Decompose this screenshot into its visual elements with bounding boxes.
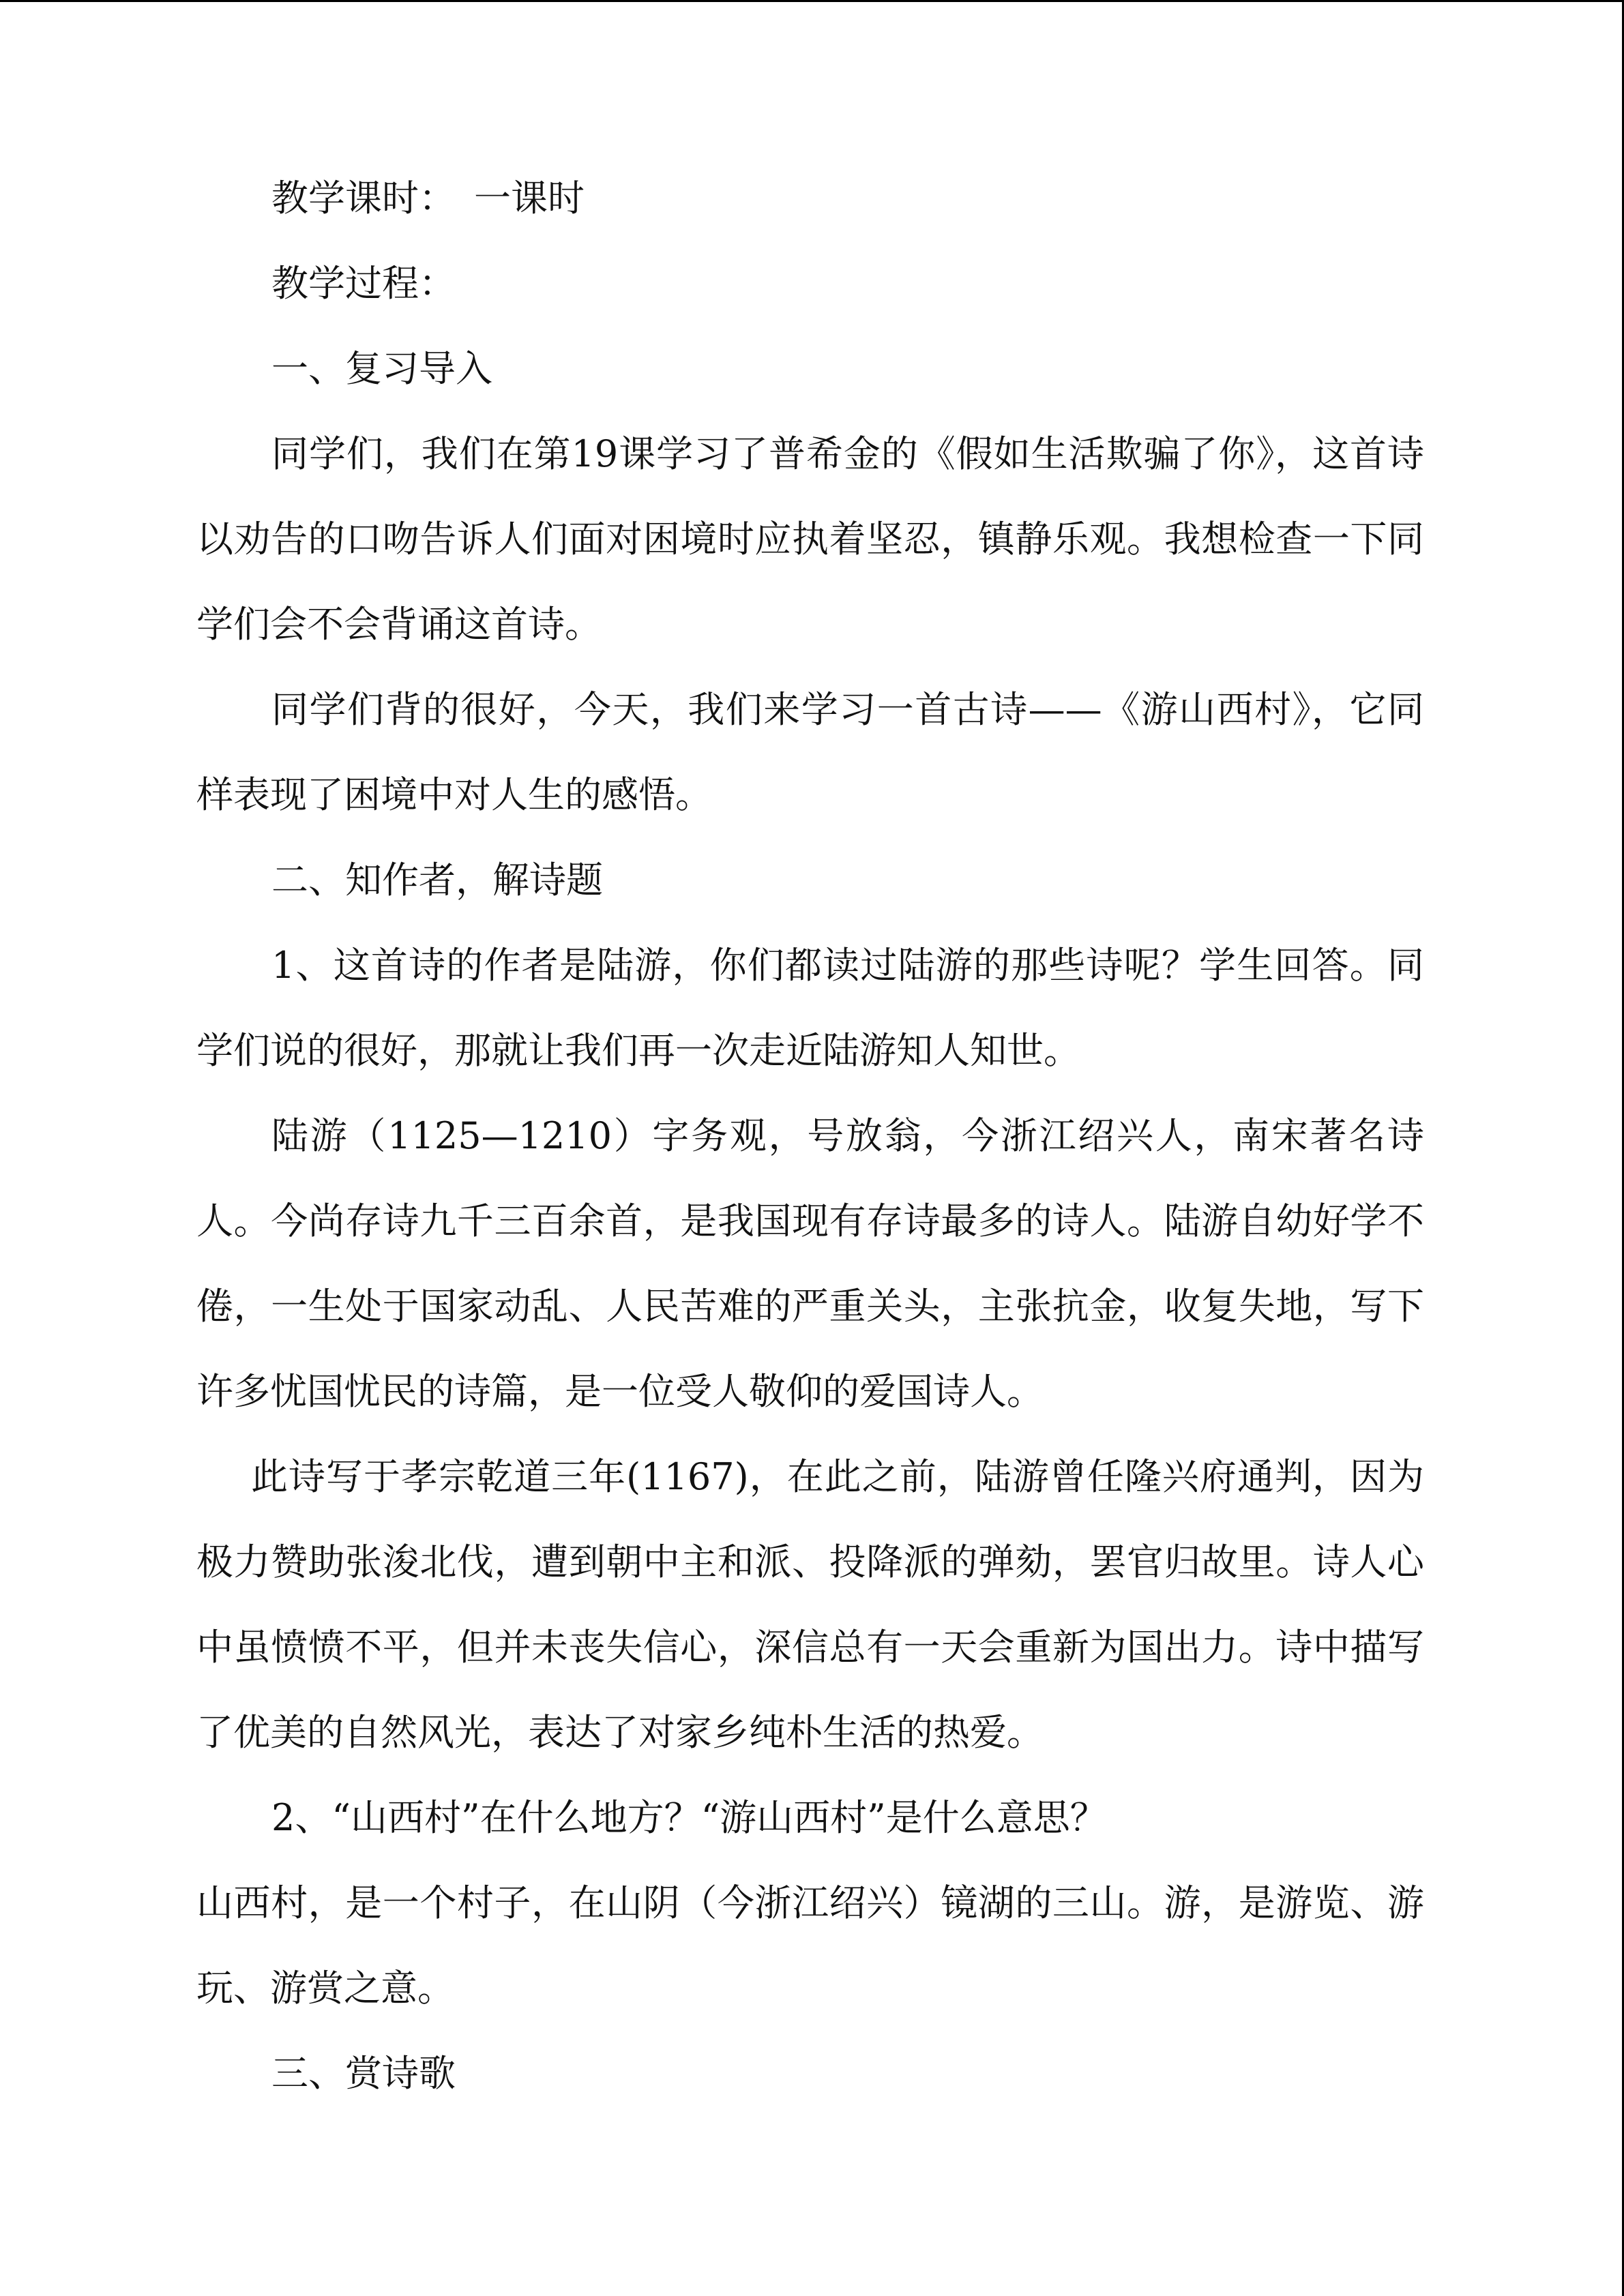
document-body [196,155,1424,2116]
paragraph-review-intro: 同学们，我们在第19课学习了普希金的《假如生活欺骗了你》，这首诗以劝告的口吻告诉人们面对困境时应执着坚忍，镇静乐观。我想检查一下同学们会不会背诵这首诗。 [196,432,1424,646]
paragraph-title-question: 2、“山西村”在什么地方？“游山西村”是什么意思？ [271,1796,1107,1839]
paragraph-poem-background: 此诗写于孝宗乾道三年(1167)，在此之前，陆游曾任隆兴府通判，因为极力赞助张浚北伐，遭到朝中主和派、投降派的弹劾，罢官归故里。诗人心中虽愤愤不平，但并未丧失信心，深信总有一天会重新为国出力。诗中描写了优美的自然风光，表达了对家乡纯朴生活的热爱。 [196,1455,1424,1754]
paragraph-author-bio: 陆游（1125—1210）字务观，号放翁，今浙江绍兴人，南宋著名诗人。今尚存诗九千三百余首，是我国现有存诗最多的诗人。陆游自幼好学不倦，一生处于国家动乱、人民苦难的严重关头，主张抗金，收复失地，写下许多忧国忧民的诗篇，是一位受人敬仰的爱国诗人。 [196,1114,1424,1413]
page-border-top [0,0,1624,2]
paragraph-title-explanation: 山西村，是一个村子，在山阴（今浙江绍兴）镜湖的三山。游，是游览、游玩、游赏之意。 [196,1881,1424,2010]
lesson-duration: 教学课时： 一课时 [271,177,585,220]
section-heading-review: 一、复习导入 [271,347,492,390]
section-heading-appreciation: 三、赏诗歌 [271,2052,456,2095]
teaching-process-heading: 教学过程： [271,262,456,305]
paragraph-new-poem-intro: 同学们背的很好，今天，我们来学习一首古诗——《游山西村》，它同样表现了困境中对人生的感悟。 [196,688,1424,816]
paragraph-author-question: 1、这首诗的作者是陆游，你们都读过陆游的那些诗呢？学生回答。同学们说的很好，那就让我们再一次走近陆游知人知世。 [196,944,1424,1072]
section-heading-author: 二、知作者，解诗题 [271,859,603,901]
